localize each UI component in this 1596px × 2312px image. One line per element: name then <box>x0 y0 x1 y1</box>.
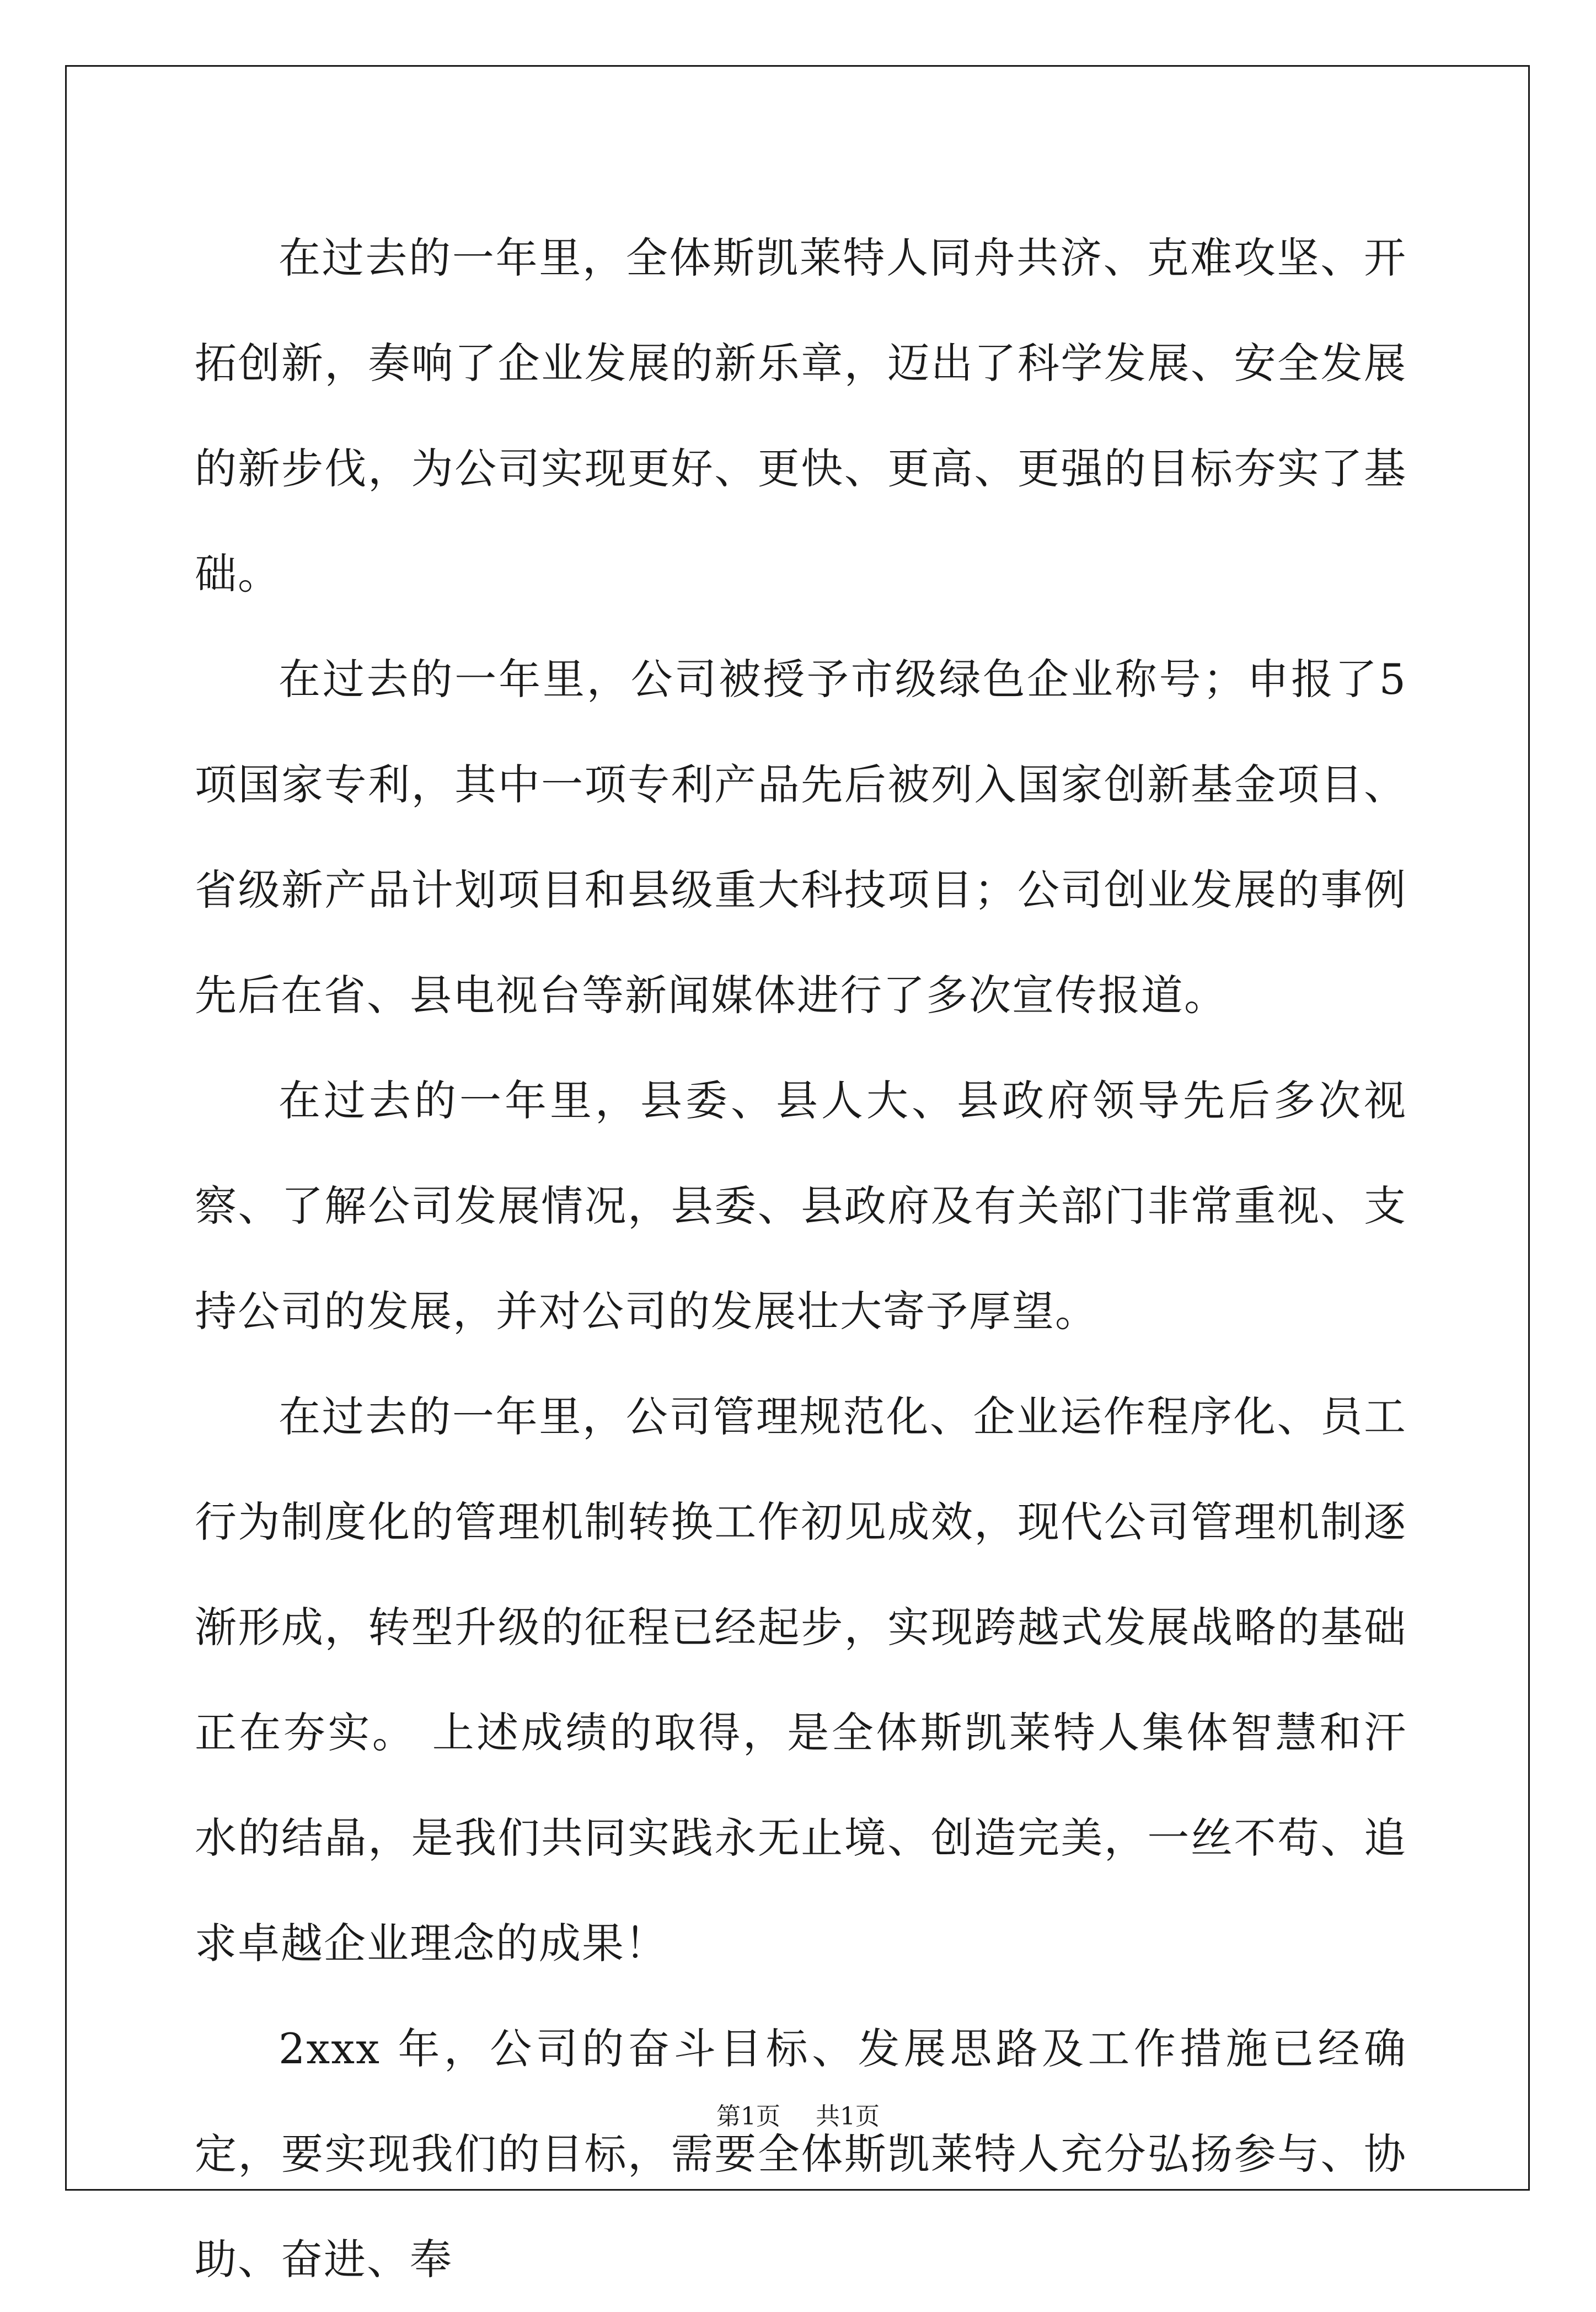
page-footer <box>0 2100 1596 2133</box>
page-number: 第1页 <box>716 2102 780 2131</box>
paragraph: 在过去的一年里，公司管理规范化、企业运作程序化、员工行为制度化的管理机制转换工作初见成效，现代公司管理机制逐渐形成，转型升级的征程已经起步，实现跨越式发展战略的基础正在夯实。 上述成绩的取得，是全体斯凯莱特人集体智慧和汗水的结晶，是我们共同实践永无止境、创造完美，一丝不苟、追求卓越企业理念的成果！ <box>195 1392 1407 1968</box>
paragraph: 在过去的一年里，全体斯凯莱特人同舟共济、克难攻坚、开拓创新，奏响了企业发展的新乐章，迈出了科学发展、安全发展的新步伐，为公司实现更好、更快、更高、更强的目标夯实了基础。 <box>195 233 1407 598</box>
document-body <box>195 205 1407 2312</box>
paragraph: 在过去的一年里，县委、县人大、县政府领导先后多次视察、了解公司发展情况，县委、县政府及有关部门非常重视、支持公司的发展，并对公司的发展壮大寄予厚望。 <box>195 1076 1407 1336</box>
paragraph: 在过去的一年里，公司被授予市级绿色企业称号；申报了5项国家专利，其中一项专利产品先后被列入国家创新基金项目、省级新产品计划项目和县级重大科技项目；公司创业发展的事例先后在省、县电视台等新闻媒体进行了多次宣传报道。 <box>195 655 1407 1020</box>
page-total: 共1页 <box>816 2102 880 2131</box>
paragraph: 2xxx 年，公司的奋斗目标、发展思路及工作措施已经确定，要实现我们的目标，需要全体斯凯莱特人充分弘扬参与、协助、奋进、奉 <box>195 2024 1407 2284</box>
